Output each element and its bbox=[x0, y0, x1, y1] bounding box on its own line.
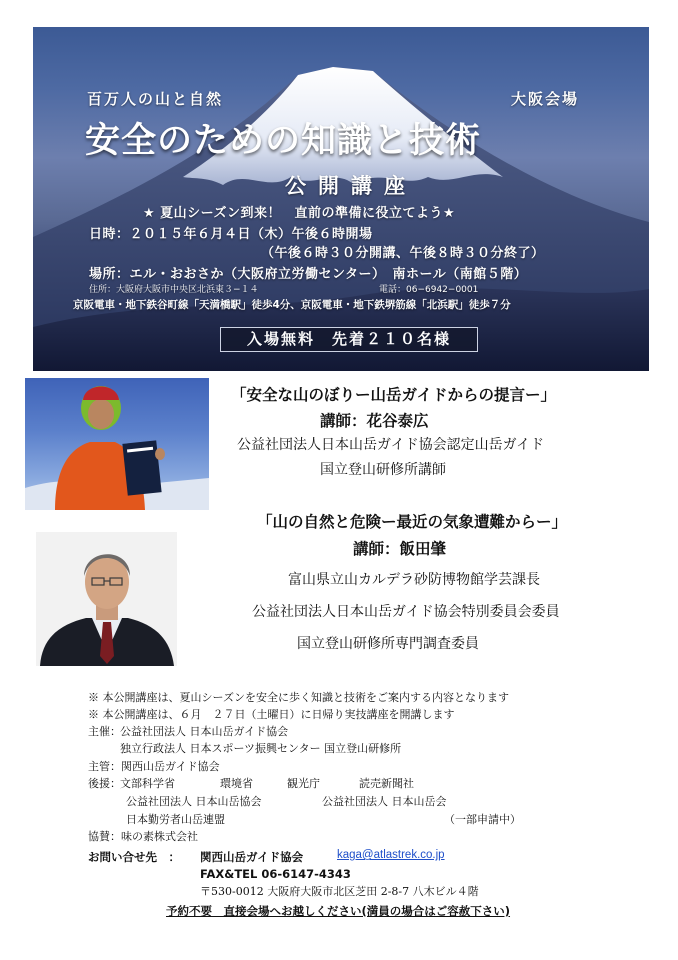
lecture1-role: 公益社団法人日本山岳ガイド協会認定山岳ガイド bbox=[237, 437, 545, 453]
sponsor-item: 公益社団法人 日本山岳会 bbox=[322, 795, 447, 808]
organizer-label: 主催： bbox=[88, 725, 121, 738]
lecturer2-photo bbox=[36, 532, 177, 666]
venue-access: 京阪電車・地下鉄谷町線「天満橋駅」徒歩4分、京阪電車・地下鉄堺筋線「北浜駅」徒歩７分 bbox=[73, 299, 511, 311]
venue-phone: 電話：06−6942−0001 bbox=[379, 285, 479, 295]
sponsors-label: 後援： bbox=[88, 777, 121, 790]
note-2: ※ 本公開講座は、６月 ２７日（土曜日）に日帰り実技講座を開講します bbox=[88, 708, 455, 721]
venue-address: 住所：大阪府大阪市中央区北浜東３−１４ bbox=[89, 285, 259, 295]
sponsor-item: 文部科学省 bbox=[120, 777, 175, 790]
cooperation: 協賛：味の素株式会社 bbox=[88, 830, 198, 843]
event-date: 日時：２０１５年６月４日（木）午後６時開場 bbox=[89, 227, 373, 242]
lecture2-role: 富山県立山カルデラ砂防博物館学芸課長 bbox=[288, 572, 540, 588]
contact-faxtel: FAX&TEL 06-6147-4343 bbox=[200, 867, 351, 881]
pending-note: （一部申請中） bbox=[444, 813, 521, 826]
lecture2-title: 「山の自然と危険ー最近の気象遭難からー」 bbox=[257, 513, 568, 531]
reservation-notice: 予約不要 直接会場へお越しください(満員の場合はご容赦下さい) bbox=[166, 904, 511, 918]
contact-label: お問い合せ先 ： bbox=[88, 850, 180, 864]
event-time: （午後６時３０分開講、午後８時３０分終了） bbox=[261, 246, 545, 261]
manager: 主管：関西山岳ガイド協会 bbox=[88, 760, 220, 773]
lecture2-role: 公益社団法人日本山岳ガイド協会特別委員会委員 bbox=[252, 604, 560, 620]
lecture1-role: 国立登山研修所講師 bbox=[320, 462, 446, 478]
contact-email-link[interactable]: kaga@atlastrek.co.jp bbox=[337, 849, 445, 861]
lecture2-lecturer: 講師：飯田肇 bbox=[353, 540, 447, 558]
event-series-label: 百万人の山と自然 bbox=[87, 90, 224, 108]
course-title: 公開講座 bbox=[285, 174, 417, 198]
tagline: ★ 夏山シーズン到来！ 直前の準備に役立てよう★ bbox=[143, 206, 456, 221]
organizer-2: 独立行政法人 日本スポーツ振興センター 国立登山研修所 bbox=[120, 742, 402, 755]
contact-address: 〒530-0012 大阪府大阪市北区芝田 2-8-7 八木ビル４階 bbox=[200, 885, 479, 898]
venue-city-label: 大阪会場 bbox=[511, 90, 580, 108]
sponsor-item: 観光庁 bbox=[287, 777, 320, 790]
contact-org: 関西山岳ガイド協会 bbox=[200, 850, 304, 864]
header-banner bbox=[33, 27, 649, 371]
sponsor-item: 日本勤労者山岳連盟 bbox=[126, 813, 225, 826]
lecture2-role: 国立登山研修所専門調査委員 bbox=[297, 636, 479, 652]
page-title: 安全のための知識と技術 bbox=[85, 121, 482, 161]
admission-badge: 入場無料 先着２１０名様 bbox=[220, 327, 478, 352]
organizer-1: 公益社団法人 日本山岳ガイド協会 bbox=[120, 725, 289, 738]
lecturer1-photo bbox=[25, 378, 209, 510]
sponsor-item: 公益社団法人 日本山岳協会 bbox=[126, 795, 262, 808]
sponsor-item: 環境省 bbox=[220, 777, 253, 790]
lecture1-title: 「安全な山のぼりー山岳ガイドからの提言ー」 bbox=[231, 386, 557, 404]
sponsor-item: 読売新聞社 bbox=[359, 777, 414, 790]
note-1: ※ 本公開講座は、夏山シーズンを安全に歩く知識と技術をご案内する内容となります bbox=[88, 691, 509, 704]
event-venue: 場所：エル・おおさか（大阪府立労働センター） 南ホール（南館５階） bbox=[89, 267, 528, 282]
lecture1-lecturer: 講師：花谷泰広 bbox=[320, 412, 429, 430]
